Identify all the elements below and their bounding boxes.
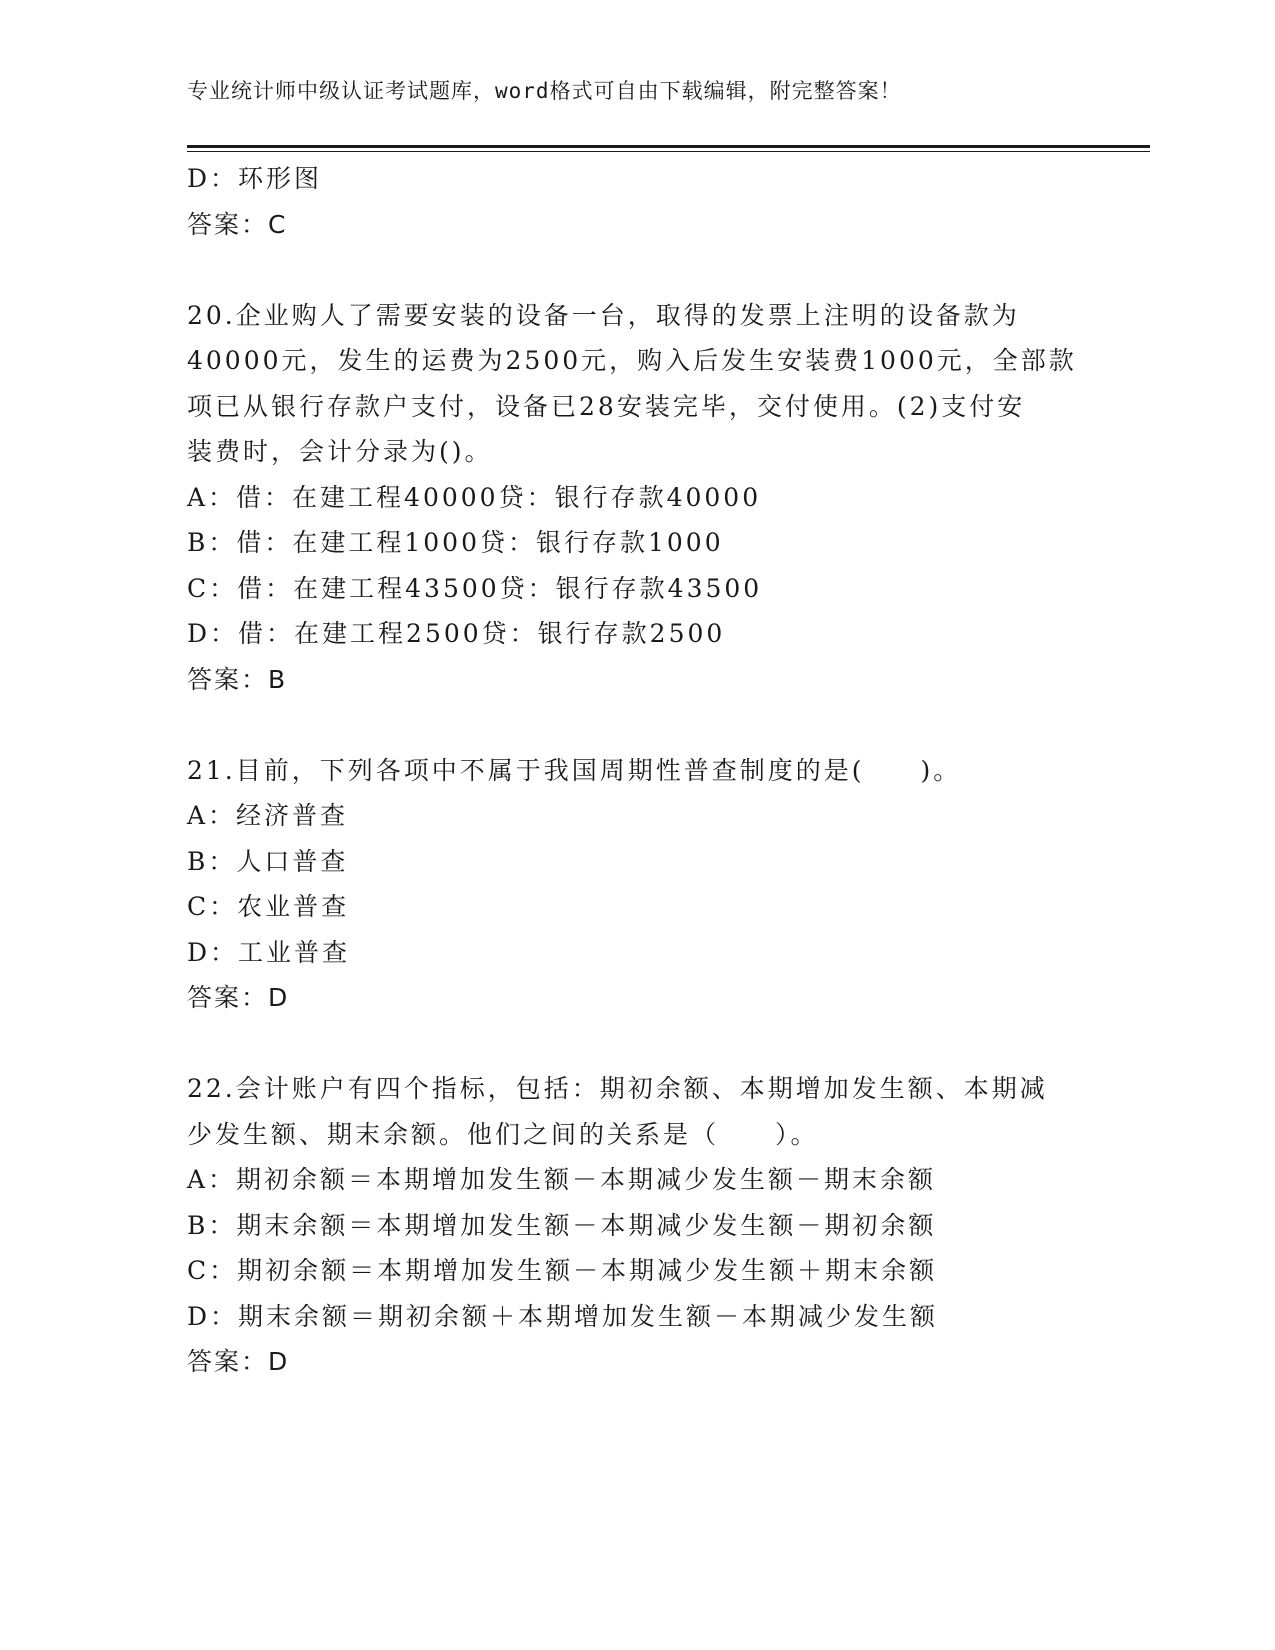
spacer <box>187 1021 1087 1067</box>
question-20-stem-line-4: 装费时，会计分录为()。 <box>187 437 493 466</box>
header-rule-thick <box>187 145 1150 148</box>
question-21-option-c: C：农业普查 <box>187 892 350 921</box>
question-20-stem-line-1: 20.企业购人了需要安装的设备一台，取得的发票上注明的设备款为 <box>187 300 1020 330</box>
question-22-option-a: A：期初余额＝本期增加发生额－本期减少发生额－期末余额 <box>187 1165 937 1194</box>
question-22 <box>187 1066 1087 1385</box>
spacer <box>187 247 1087 293</box>
question-21-option-d: D：工业普查 <box>187 937 351 967</box>
question-content <box>187 156 1087 1385</box>
question-22-option-b: B：期末余额＝本期增加发生额－本期减少发生额－期初余额 <box>187 1210 937 1240</box>
question-20-stem-line-3: 项已从银行存款户支付，设备已28安装完毕，交付使用。(2)支付安 <box>187 391 1026 421</box>
prev-option-d: D：环形图 <box>187 164 323 193</box>
question-22-answer: 答案：D <box>187 1347 290 1376</box>
question-22-option-c: C：期初余额＝本期增加发生额－本期减少发生额＋期末余额 <box>187 1256 938 1285</box>
spacer <box>187 702 1087 748</box>
question-22-stem-line-2: 少发生额、期末余额。他们之间的关系是（ ）。 <box>187 1119 819 1149</box>
prev-answer: 答案：C <box>187 209 288 239</box>
question-20-option-d: D：借：在建工程2500贷：银行存款2500 <box>187 619 726 648</box>
question-21 <box>187 748 1087 1021</box>
question-20-option-a: A：借：在建工程40000贷：银行存款40000 <box>187 482 762 512</box>
question-20-stem-line-2: 40000元，发生的运费为2500元，购入后发生安装费1000元，全部款 <box>187 346 1077 375</box>
question-21-option-b: B：人口普查 <box>187 846 349 876</box>
question-20-option-c: C：借：在建工程43500贷：银行存款43500 <box>187 573 763 603</box>
question-22-option-d: D：期末余额＝期初余额＋本期增加发生额－本期减少发生额 <box>187 1301 939 1331</box>
question-21-answer: 答案：D <box>187 983 290 1012</box>
question-20-answer: 答案：B <box>187 664 288 694</box>
header-rule-thin <box>187 151 1150 152</box>
question-22-stem-line-1: 22.会计账户有四个指标，包括：期初余额、本期增加发生额、本期减 <box>187 1074 1048 1103</box>
question-21-stem: 21.目前，下列各项中不属于我国周期性普查制度的是( )。 <box>187 755 962 785</box>
question-20 <box>187 293 1087 703</box>
page-header: 专业统计师中级认证考试题库，word格式可自由下载编辑，附完整答案！ <box>187 79 902 103</box>
question-20-option-b: B：借：在建工程1000贷：银行存款1000 <box>187 528 724 557</box>
question-21-option-a: A：经济普查 <box>187 801 349 830</box>
